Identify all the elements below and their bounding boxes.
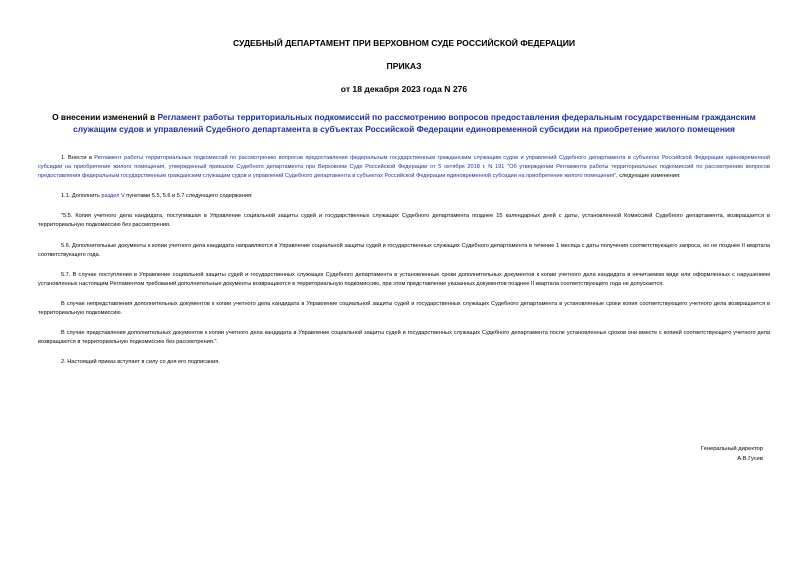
document-page — [38, 30, 770, 367]
clause-5-7: 5.7. В случае поступления в Управление социальной защиты судей и государственных служащих Судебного департамента в установленные сроки дополнительных документов к копии учетного дела кандидата в нечитаемом виде или оформленных с нарушением установленных настоящим Регламентом требований дополнительные документы возвращаются в территориальную подкомиссию, при этом представление указанных документов позднее II квартала соответствующего года не допускается. — [38, 271, 770, 287]
clause-5-6: 5.6. Дополнительные документы к копии учетного дела кандидата направляются в Управление социальной защиты судей и государственных служащих Судебного департамента в течение 1 месяца с даты получения соответствующего запроса, но не позднее II квартала соответствующего года. — [38, 242, 770, 258]
clause-5-7-late-submission: В случае представления дополнительных документов к копии учетного дела кандидата в Управление социальной защиты судей и государственных служащих Судебного департамента после установленных сроков они вместе с копией соответствующего учетного дела возвращаются в территориальную подкомиссию без рассмотрения.". — [38, 330, 770, 346]
paragraph-1-suffix: , следующие изменения: — [616, 173, 681, 180]
section-v-link[interactable]: раздел V — [101, 193, 125, 200]
document-date-number: от 18 декабря 2023 года N 276 — [340, 84, 468, 94]
paragraph-1-1 — [38, 192, 770, 201]
subject-prefix: О внесении изменений в — [52, 112, 158, 122]
paragraph-1-1-prefix: 1.1. Дополнить — [61, 193, 102, 200]
document-body — [38, 154, 770, 367]
paragraph-1 — [38, 154, 770, 181]
order-191-link[interactable]: , утвержденный приказом Судебного департамента при Верховном Суде Российской Федерации от 5 октября 2018 г. N 191 "Об утверждении Регламента работы территориальных подкомиссий по рассмотрению вопросов предоставления федеральным государственным гражданским служащим судов и управлений Судебного департамента в субъектах Российской Федерации единовременной субсидии на приобретение жилого помещения" — [38, 164, 770, 180]
clause-5-7-non-submission: В случае непредставления дополнительных документов к копии учетного дела кандидата в Управление социальной защиты судей и государственных служащих Судебного департамента в установленные сроки копия соответствующего учетного дела возвращается в территориальную подкомиссию. — [38, 300, 770, 317]
subject-regulation-link[interactable]: Регламент работы территориальных подкомиссий по рассмотрению вопросов предоставления федеральным государственным гражданским служащим судов и управлений Судебного департамента в субъектах Российской Федерации единовременной субсидии на приобретение жилого помещения — [73, 112, 756, 134]
paragraph-1-prefix: 1. Внести в — [61, 155, 95, 161]
regulation-link[interactable]: Регламент работы территориальных подкомиссий по рассмотрению вопросов предоставления федеральным государственным гражданским служащим судов и управлений Судебного департамента в субъектах Российской Федерации единовременной субсидии на приобретение жилого помещения — [38, 155, 770, 171]
document-type: ПРИКАЗ — [386, 61, 422, 71]
signatory-position: Генеральный директор — [700, 446, 763, 452]
document-subject — [38, 112, 770, 135]
department-name: СУДЕБНЫЙ ДЕПАРТАМЕНТ ПРИ ВЕРХОВНОМ СУДЕ РОССИЙСКОЙ ФЕДЕРАЦИИ — [232, 38, 576, 48]
clause-5-5: "5.5. Копия учетного дела кандидата, поступившая в Управление социальной защиты судей и государственных служащих Судебного департамента позднее 15 календарных дней с даты, установленной Комиссией Судебного департамента, возвращается в территориальную подкомиссию без рассмотрения. — [38, 213, 770, 229]
signatory-name: А.В.Гусев — [737, 455, 763, 462]
paragraph-1-1-suffix: пунктами 5.5, 5.6 и 5.7 следующего содержания: — [124, 193, 253, 200]
signature-block — [701, 445, 763, 464]
paragraph-2: 2. Настоящий приказ вступает в силу со дня его подписания. — [61, 359, 220, 366]
